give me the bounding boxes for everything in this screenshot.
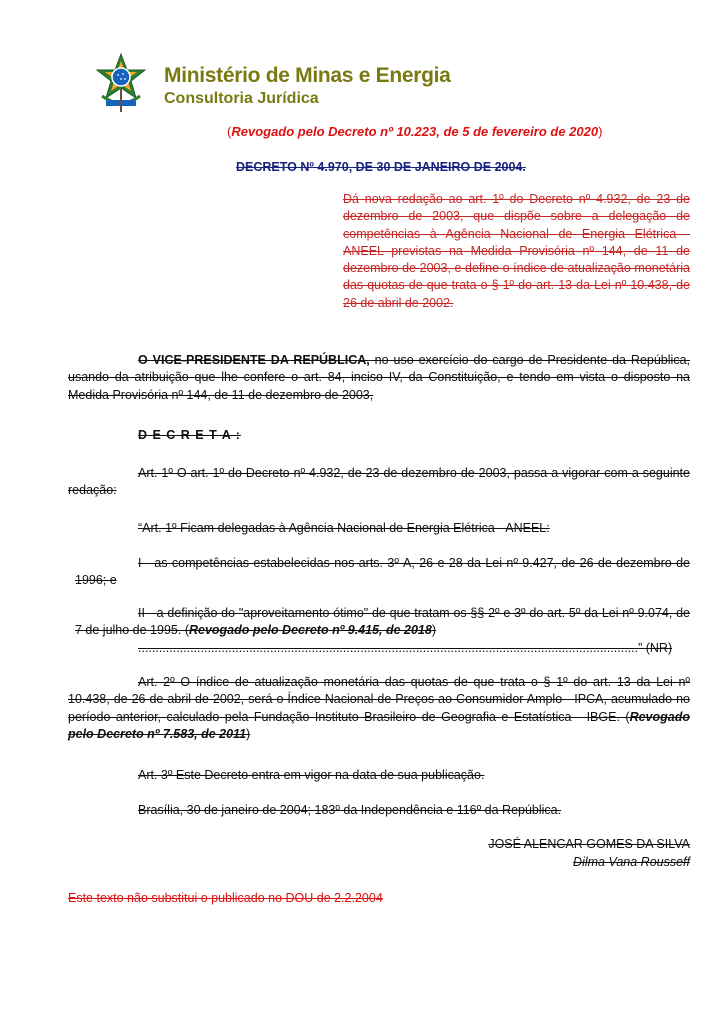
article-2-revocation-link[interactable]: Revogado pelo Decreto nº 7.583, de 2011 — [68, 709, 690, 741]
preamble-subject: O VICE-PRESIDENTE DA REPÚBLICA, — [138, 353, 370, 367]
ellipsis-dots: ................................................................................................................................................ — [138, 641, 639, 655]
preamble-text: no uso exercício do cargo de Presidente da República, usando da atribuição que lhe confere o art. 84, inciso IV, da Constituição, e tendo em vista o disposto na Medida Provisória nº 144, de 11 de dezembro de 2003, — [68, 353, 690, 402]
article-1 — [68, 465, 690, 500]
article-3 — [68, 767, 690, 784]
preamble — [68, 352, 690, 404]
decree-title[interactable]: DECRETO Nº 4.970, DE 30 DE JANEIRO DE 2004. — [236, 160, 526, 174]
inciso-1-text: I - as competências estabelecidas nos arts. 3º-A, 26 e 28 da Lei nº 9.427, de 26 de dezembro de 1996; e — [75, 556, 690, 588]
inciso-2-text: II - a definição do "aproveitamento ótimo" de que tratam os §§ 2º e 3º do art. 5º da Lei nº 9.074, de 7 de julho de 1995. ( — [75, 606, 690, 638]
place-date — [68, 802, 690, 819]
decree-ementa: Dá nova redação ao art. 1º do Decreto nº 4.932, de 23 de dezembro de 2003, que dispõe sobre a delegação de competências à Agência Nacional de Energia Elétrica - ANEEL previstas na Medida Provisória nº 144, de 11 de dezembro de 2003, e define o índice de atualização monetária das quotas de que trata o § 1º do art. 13 da Lei nº 10.438, de 26 de abril de 2002. — [343, 192, 690, 310]
inciso-2 — [68, 605, 690, 640]
department-name: Consultoria Jurídica — [164, 90, 319, 107]
article-2-close: ) — [246, 726, 251, 741]
ellipsis-line — [68, 640, 688, 657]
signature-president: JOSÉ ALENCAR GOMES DA SILVA — [488, 837, 690, 851]
footer-note: Este texto não substitui o publicado no DOU de 2.2.2004 — [68, 891, 383, 905]
article-1-quote — [68, 520, 690, 537]
article-1-text: Art. 1º O art. 1º do Decreto nº 4.932, de 23 de dezembro de 2003, passa a vigorar com a seguinte redação: — [68, 466, 690, 498]
inciso-2-revocation-link[interactable]: Revogado pelo Decreto nº 9.415, de 2018 — [188, 623, 432, 638]
ministry-name: Ministério de Minas e Energia — [164, 64, 451, 87]
signature-minister: Dilma Vana Rousseff — [573, 855, 690, 869]
article-1-quote-text: “Art. 1º Ficam delegadas à Agência Nacional de Energia Elétrica - ANEEL: — [138, 521, 550, 535]
article-3-text: Art. 3º Este Decreto entra em vigor na data de sua publicação. — [138, 768, 485, 782]
article-2-text: Art. 2º O índice de atualização monetária das quotas de que trata o § 1º do art. 13 da Lei nº 10.438, de 26 de abril de 2002, será o Índice Nacional de Preços ao Consumidor Amplo - IPCA, acumulado no período anterior, calculado pela Fundação Instituto Brasileiro de Geografia e Estatística - IBGE. ( — [68, 675, 690, 724]
revocation-link[interactable]: Revogado pelo Decreto nº 10.223, de 5 de fevereiro de 2020 — [231, 124, 599, 139]
inciso-2-close: ) — [431, 623, 437, 638]
revocation-open-paren: ( — [227, 124, 232, 139]
article-2 — [68, 674, 690, 743]
ellipsis-end: ” (NR) — [638, 641, 673, 655]
brazil-coat-of-arms-icon — [92, 52, 150, 114]
revocation-note — [227, 124, 602, 139]
place-date-text: Brasília, 30 de janeiro de 2004; 183º da Independência e 116º da República. — [138, 803, 562, 817]
decreta-label: D E C R E T A : — [138, 428, 241, 442]
inciso-1 — [68, 555, 690, 590]
revocation-close-paren: ) — [598, 124, 603, 139]
